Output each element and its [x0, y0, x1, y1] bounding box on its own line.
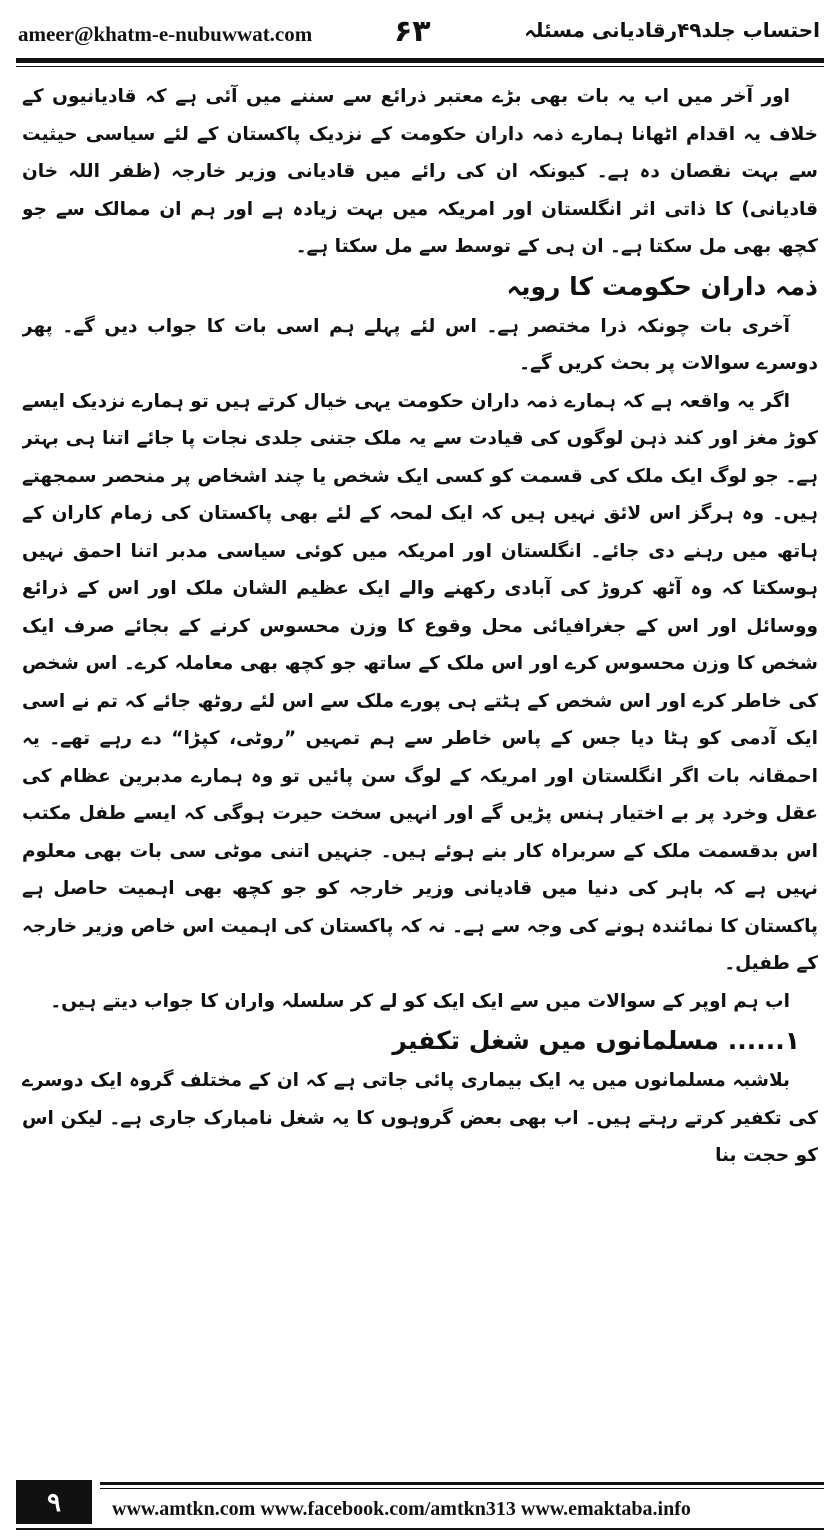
paragraph-1: اور آخر میں اب یہ بات بھی بڑے معتبر ذرائع سے سننے میں آئی ہے کہ قادیانیوں کے خلاف یہ اقدام اٹھانا ہمارے ذمہ داران حکومت کے نزدیک پاکستان کے لئے سیاسی حیثیت سے بہت نقصان دہ ہے۔ کیونکہ ان کی رائے میں قادیانی وزیر خارجہ (ظفر اللہ خان قادیانی) کا ذاتی اثر انگلستان اور امریکہ میں بہت زیادہ ہے اور ہم ان ممالک سے جو کچھ بھی مل سکتا ہے۔ ان ہی کے توسط سے مل سکتا ہے۔ [22, 86, 818, 257]
header-rule-thin [16, 66, 824, 67]
header-email: ameer@khatm-e-nubuwwat.com [18, 22, 313, 46]
running-title: احتساب جلد۴۹رقادیانی مسئلہ [524, 18, 820, 42]
section-heading-takfir: ۱...... مسلمانوں میں شغل تکفیر [392, 1026, 800, 1055]
paragraph-3: اگر یہ واقعہ ہے کہ ہمارے ذمہ داران حکومت یہی خیال کرتے ہیں تو ہمارے نزدیک ایسے کوڑ مغز اور کند ذہن لوگوں کی قیادت سے یہ ملک جتنی جلدی نجات پا جائے اتنا ہی بہتر ہے۔ جو لوگ ایک ملک کی قسمت کو کسی ایک شخص یا چند اشخاص پر منحصر سمجھتے ہیں۔ وہ ہرگز اس لائق نہیں ہیں کہ ایک لمحہ کے لئے بھی پاکستان کی زمام کاران کے ہاتھ میں رہنے دی جائے۔ انگلستان اور امریکہ میں کوئی سیاسی مدبر اتنا احمق نہیں ہوسکتا کہ وہ آٹھ کروڑ کی آبادی رکھنے والے ایک عظیم الشان ملک اور اس کے ذرائع ووسائل اور اس کے جغرافیائی محل وقوع کا وزن محسوس کرنے کے بجائے صرف ایک شخص کا وزن محسوس کرے اور اس ملک کے ساتھ جو کچھ بھی معاملہ کرے۔ اس شخص کی خاطر کرے اور اس شخص کے ہٹتے ہی پورے ملک سے اس لئے روٹھ جائے کہ تم نے اسی ایک آدمی کو ہٹا دیا جس کے پاس خاطر سے ہم تمہیں ”روٹی، کپڑا“ دے رہے تھے۔ یہ احمقانہ بات اگر انگلستان اور امریکہ کے لوگ سن پائیں تو وہ ہمارے مدبرین عظام کی عقل وخرد پر بے اختیار ہنس پڑیں گے اور انہیں سخت حیرت ہوگی کہ ایسے طفل مکتب اس بدقسمت ملک کے سربراہ کار بنے ہوئے ہیں۔ جنہیں اتنی موٹی سی بات بھی معلوم نہیں ہے کہ باہر کی دنیا میں قادیانی وزیر خارجہ کو جو کچھ بھی اہمیت حاصل ہے پاکستان کا نمائندہ ہونے کی وجہ سے ہے۔ نہ کہ پاکستان کی اہمیت اس خاص وزیر خارجہ کے طفیل۔ [22, 390, 818, 974]
paragraph-5: بلاشبہ مسلمانوں میں یہ ایک بیماری پائی جاتی ہے کہ ان کے مختلف گروہ ایک دوسرے کی تکفیر کرتے رہتے ہیں۔ اب بھی بعض گروہوں کا یہ شغل نامبارک جاری ہے۔ لیکن اس کو حجت بنا [22, 1070, 818, 1166]
paragraph-2: آخری بات چونکہ ذرا مختصر ہے۔ اس لئے پہلے ہم اسی بات کا جواب دیں گے۔ پھر دوسرے سوالات پر بحث کریں گے۔ [22, 315, 818, 374]
header-page-number: ۶۳ [394, 14, 431, 49]
header-rule-thick [16, 58, 824, 63]
footer-rule-top-thin [100, 1488, 824, 1489]
body-text [22, 78, 818, 1470]
footer-rule-bottom [16, 1528, 824, 1530]
page-footer [16, 1480, 824, 1530]
footer-page-number: ۹ [16, 1480, 92, 1524]
page-header [12, 14, 828, 54]
section-heading-government-attitude: ذمہ داران حکومت کا رویہ [506, 271, 818, 301]
footer-rule-top [100, 1482, 824, 1485]
paragraph-4: اب ہم اوپر کے سوالات میں سے ایک ایک کو لے کر سلسلہ واران کا جواب دیتے ہیں۔ [50, 990, 790, 1012]
footer-links[interactable]: www.amtkn.com www.facebook.com/amtkn313 www.emaktaba.info [112, 1498, 691, 1520]
